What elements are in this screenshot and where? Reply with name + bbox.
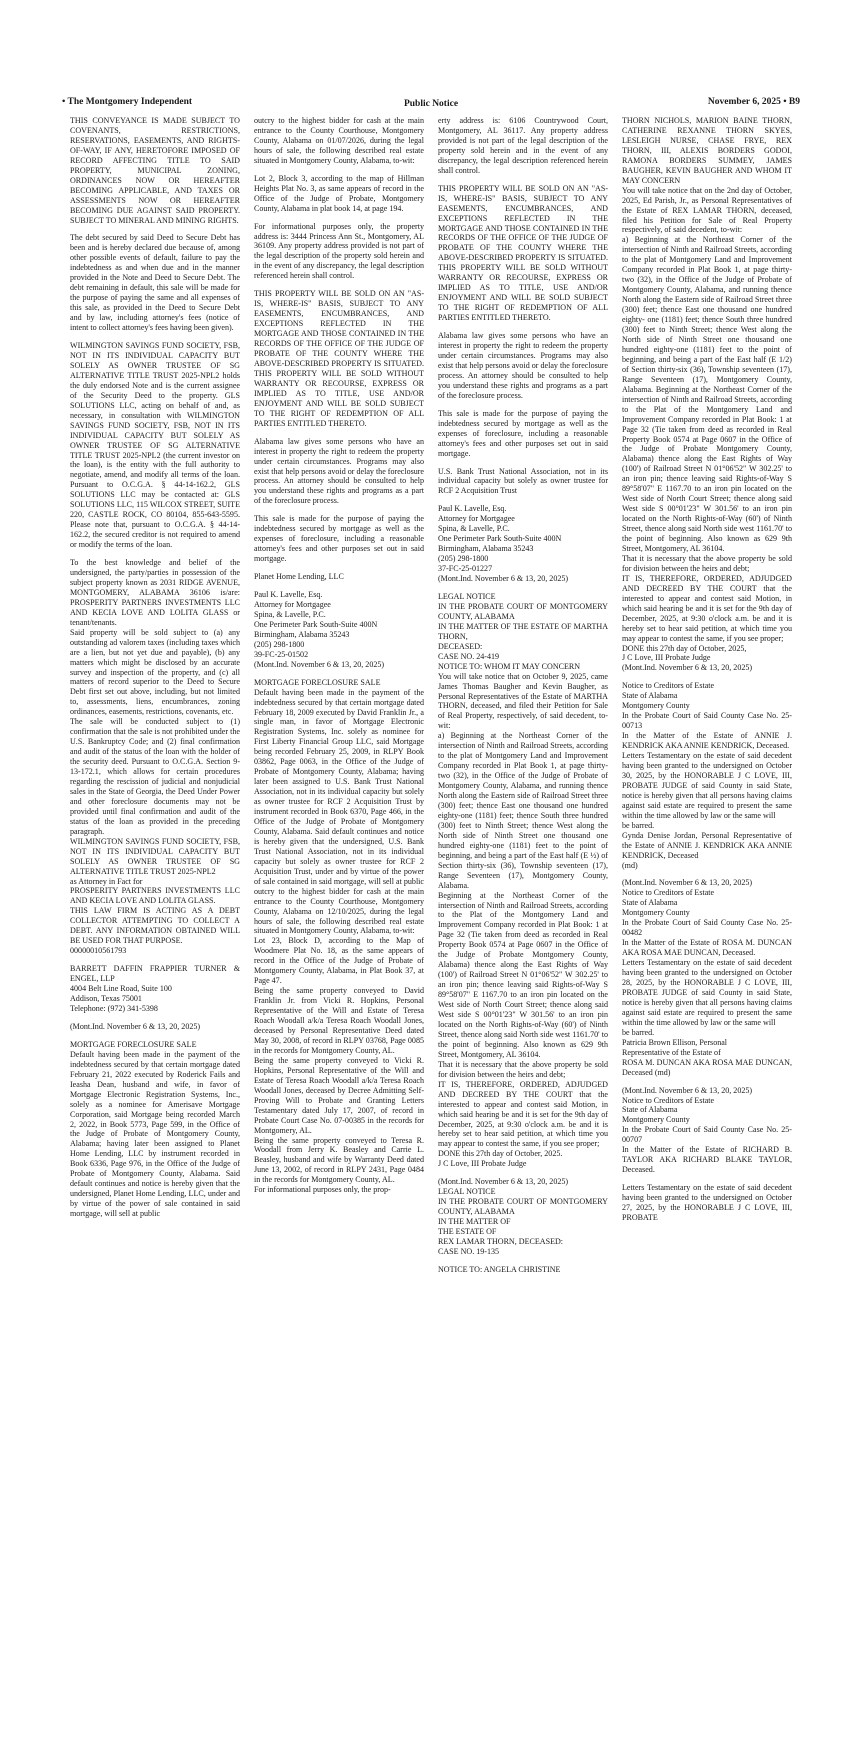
- notice-paragraph: In the Probate Court of Said County Case No. 25-00713: [622, 711, 792, 731]
- notice-paragraph: J C Love, III Probate Judge: [438, 1159, 527, 1169]
- notice-paragraph: a) Beginning at the Northeast Corner of the intersection of Ninth and Railroad Streets, according to the plat of Montgomery Land and Improvement Company recorded in Plat Book 1, at page thirty-two (32), in the Office of the Judge of Probate of Montgomery County, Alabama, and running thence North along the Eastern side of Railroad Street three (300) feet; thence East one thousand one hundred eighty-one (1181) feet; thence South three hundred (300) feet to Ninth Street; thence West along the North side of Ninth Street one thousand one hundred eighty-one (1181) feet to the point of beginning, and being a part of the East half (E ½) of Section thirty-six (36), Township seventeen (17), Range Seventeen (17), Montgomery County, Alabama.: [438, 731, 608, 890]
- notice-paragraph: THIS PROPERTY WILL BE SOLD ON AN "AS-IS, WHERE-IS" BASIS, SUBJECT TO ANY EASEMENTS, ENCUMBRANCES, AND EXCEPTIONS REFLECTED IN THE MORTGAGE AND THOSE CONTAINED IN THE RECORDS OF THE OFFICE OF THE JUDGE OF PROBATE OF THE COUNTY WHERE THE ABOVE-DESCRIBED PROPERTY IS SITUATED. THIS PROPERTY WILL BE SOLD WITHOUT WARRANTY OR RECOURSE, EXPRESS OR IMPLIED AS TO TITLE, USE AND/OR ENJOYMENT AND WILL BE SOLD SUBJECT TO THE RIGHT OF REDEMPTION OF ALL PARTIES ENTITLED THERETO.: [254, 289, 424, 428]
- notice-paragraph: For informational purposes only, the prop-: [254, 1185, 391, 1195]
- notice-paragraph: One Perimeter Park South-Suite 400N: [254, 619, 378, 629]
- notice-paragraph: IT IS, THEREFORE, ORDERED, ADJUDGED AND DECREED BY THE COURT that the interested to appear and contest said Motion, in which said hearing be and it is set for the 9th day of December, 2025, at 9:30 o'clock a.m. be and it is hereby set to hear said petition, at which time you may appear to contest the same, if you see proper;: [438, 1079, 608, 1149]
- notice-paragraph: 4004 Belt Line Road, Suite 100: [70, 984, 172, 994]
- notice-paragraph: Lot 2, Block 3, according to the map of Hillman Heights Plat No. 3, as same appears of record in the Office of the Judge of Probate, Montgomery County, Alabama in plat book 14, at page 194.: [254, 173, 424, 213]
- notice-paragraph: Being the same property conveyed to Teresa R. Woodall from Jerry K. Beasley and Carrie L. Beasley, husband and wife by Warranty Deed dated June 13, 2002, of record in RLPY 2431, Page 0484 in the records for Montgomery County, AL.: [254, 1135, 424, 1185]
- notice-paragraph: IT IS, THEREFORE, ORDERED, ADJUDGED AND DECREED BY THE COURT that the interested to appear and contest said Motion, in which said hearing be and it is set for the 9th day of December, 2025, at 9:30 o'clock a.m. be and it is hereby set to hear said petition, at which time you may appear to contest the same, if you see proper;: [622, 573, 792, 643]
- notice-paragraph: Planet Home Lending, LLC: [254, 572, 344, 582]
- notice-paragraph: THE ESTATE OF: [438, 1227, 497, 1237]
- notice-paragraph: REX LAMAR THORN, DECEASED:: [438, 1236, 564, 1246]
- notice-paragraph: 39-FC-25-01502: [254, 649, 309, 659]
- notice-paragraph: MORTGAGE FORECLOSURE SALE: [70, 1039, 197, 1049]
- notice-paragraph: State of Alabama: [622, 1105, 678, 1115]
- notice-paragraph: That it is necessary that the above property be sold for division between the heirs and debt;: [622, 553, 792, 573]
- column-1: [70, 116, 240, 1736]
- notice-paragraph: In the Probate Court of Said County Case No. 25-00482: [622, 918, 792, 938]
- notice-paragraph: DECEASED:: [438, 641, 483, 651]
- notice-paragraph: (Mont.Ind. November 6 & 13, 20, 2025): [254, 659, 385, 669]
- notice-paragraph: CASE NO. 24-419: [438, 651, 500, 661]
- notice-paragraph: (205) 298-1800: [254, 639, 305, 649]
- notice-paragraph: Attorney for Mortgagee: [438, 514, 515, 524]
- notice-paragraph: Said property will be sold subject to (a) any outstanding ad valorem taxes (including taxes which are a lien, but not yet due and payable), (b) any matters which might be disclosed by an accurate survey and inspection of the property, and (c) all matters of record superior to the Deed to Secure Debt first set out above, including, but not limited to, assessments, liens, encumbrances, zoning ordinances, easements, restrictions, covenants, etc.: [70, 627, 240, 717]
- notice-paragraph: Attorney for Mortgagee: [254, 599, 331, 609]
- notice-paragraph: WILMINGTON SAVINGS FUND SOCIETY, FSB, NOT IN ITS INDIVIDUAL CAPACITY BUT SOLELY AS OWNER TRUSTEE OF SG ALTERNATIVE TITLE TRUST 2025-NPL2 holds the duly endorsed Note and is the current assignee of the Security Deed to the property. GLS SOLUTIONS LLC, acting on behalf of and, as necessary, in consultation with WILMINGTON SAVINGS FUND SOCIETY, FSB, NOT IN ITS INDIVIDUAL CAPACITY BUT SOLELY AS OWNER TRUSTEE OF SG ALTERNATIVE TITLE TRUST 2025-NPL2 (the current investor on the loan), is the entity with the full authority to negotiate, amend, and modify all terms of the loan. Pursuant to O.C.G.A. § 44-14-162.2, GLS SOLUTIONS LLC may be contacted at: GLS SOLUTIONS LLC, 115 WILCOX STREET, SUITE 220, CASTLE ROCK, CO 80104, 855-643-5595. Please note that, pursuant to O.C.G.A. § 44-14-162.2, the secured creditor is not required to amend or modify the terms of the loan.: [70, 341, 240, 550]
- notice-paragraph: IN THE MATTER OF: [438, 1217, 511, 1227]
- notice-paragraph: Patricia Brown Ellison, Personal: [622, 1037, 728, 1047]
- notice-paragraph: You will take notice that on October 9, 2025, came James Thomas Baugher and Kevin Baugher, as Personal Representatives of the Estate of MARTHA THORN, deceased, and filed their Petition for Sale of Real Property, respectively, of said decedent, to-wit:: [438, 671, 608, 731]
- notice-paragraph: Lot 23, Block D, according to the Map of Woodmere Plat No. 18, as the same appears of record in the Office of the Judge of Probate of Montgomery County, Alabama, in Plat Book 37, at Page 47.: [254, 936, 424, 986]
- notice-paragraph: Default having been made in the payment of the indebtedness secured by that certain mortgage dated February 18, 2009 executed by David Franklin Jr., a single man, in favor of Mortgage Electronic Registration Systems, Inc. solely as nominee for First Liberty Financial Group LLC, said Mortgage being recorded February 25, 2009, in RLPY Book 03862, Page 0063, in the Office of the Judge of Probate of Montgomery County, Alabama; having later been assigned to U.S. Bank Trust National Association, not in its individual capacity but solely as owner trustee for RCF 2 Acquisition Trust by instrument recorded in Book 6370, Page 466, in the Office of the Judge of Probate of Montgomery County, Alabama. Said default continues and notice is hereby given that the undersigned, U.S. Bank Trust National Association, not in its individual capacity but solely as owner trustee for RCF 2 Acquisition Trust, under and by virtue of the power of sale contained in said mortgage, will sell at public outcry to the highest bidder for cash at the main entrance to the County Courthouse, Montgomery County, Alabama on 12/10/2025, during the legal hours of sale, the following described real estate situated in Montgomery County, Alabama, to-wit:: [254, 687, 424, 936]
- notice-paragraph: be barred.: [622, 1027, 655, 1037]
- notice-paragraph: (Mont.Ind. November 6 & 13, 20, 2025): [622, 663, 753, 673]
- notice-paragraph: Notice to Creditors of Estate: [622, 888, 715, 898]
- notice-paragraph: You will take notice that on the 2nd day of October, 2025, Ed Parish, Jr., as Personal Representatives of the Estate of REX LAMAR THORN, deceased, filed his Petition for Sale of Real Property respectively, of said decedent, to-wit:: [622, 185, 792, 235]
- notice-paragraph: 00000010561793: [70, 946, 127, 956]
- notice-paragraph: ROSA M. DUNCAN AKA ROSA MAE DUNCAN, Deceased (md): [622, 1057, 792, 1077]
- notice-paragraph: (Mont.Ind. November 6 & 13, 20, 2025): [438, 1177, 569, 1187]
- notice-columns: [70, 116, 792, 1736]
- notice-paragraph: Notice to Creditors of Estate: [622, 681, 715, 691]
- column-2: [254, 116, 424, 1736]
- notice-paragraph: State of Alabama: [622, 691, 678, 701]
- notice-paragraph: This sale is made for the purpose of paying the indebtedness secured by mortgage as well as the expenses of foreclosure, including a reasonable attorney's fees and other purposes set out in said mortgage.: [254, 514, 424, 564]
- notice-paragraph: For informational purposes only, the property address is: 3444 Princess Ann St., Montgomery, AL 36109. Any property address provided is not part of the legal description of the property sold herein and in the event of any discrepancy, the legal description referenced herein shall control.: [254, 221, 424, 281]
- notice-paragraph: In the Matter of the Estate of ROSA M. DUNCAN AKA ROSA MAE DUNCAN, Deceased.: [622, 938, 792, 958]
- notice-paragraph: Birmingham, Alabama 35243: [438, 544, 534, 554]
- notice-paragraph: PROSPERITY PARTNERS INVESTMENTS LLC AND KECIA LOVE AND LOLITA GLASS.: [70, 886, 240, 906]
- notice-paragraph: IN THE PROBATE COURT OF MONTGOMERY COUNTY, ALABAMA: [438, 601, 608, 621]
- notice-paragraph: CASE NO. 19-135: [438, 1246, 500, 1256]
- notice-paragraph: (md): [622, 860, 638, 870]
- column-4: [622, 116, 792, 1736]
- notice-paragraph: Being the same property conveyed to David Franklin Jr. from Vicki R. Hopkins, Personal Representative of the Will and Estate of Teresa Roach Woodall a/k/a Teresa Roach Woodall Jones, deceased by Personal Representative Deed dated May 30, 2008, of record in RLPY 03768, Page 0085 in the records for Montgomery County, AL.: [254, 986, 424, 1055]
- notice-paragraph: U.S. Bank Trust National Association, not in its individual capacity but solely as owner trustee for RCF 2 Acquisition Trust: [438, 466, 608, 496]
- notice-paragraph: Montgomery County: [622, 701, 690, 711]
- section-title: Public Notice: [403, 99, 459, 109]
- notice-paragraph: LEGAL NOTICE: [438, 591, 496, 601]
- notice-paragraph: NOTICE TO: WHOM IT MAY CONCERN: [438, 661, 581, 671]
- notice-paragraph: LEGAL NOTICE: [438, 1187, 496, 1197]
- notice-paragraph: THORN NICHOLS, MARION BAINE THORN, CATHERINE REXANNE THORN SKYES, LESLEIGH NURSE, CHASE FRYE, REX THORN, III, ALEXIS BORDERS GODOI, RAMONA BORDERS SUMMEY, JAMES BAUGHER, KEVIN BAUGHER AND WHOM IT MAY CONCERN: [622, 116, 792, 185]
- notice-paragraph: In the Matter of the Estate of ANNIE J. KENDRICK AKA ANNIE KENDRICK, Deceased.: [622, 731, 792, 751]
- notice-paragraph: In the Probate Court of Said County Case No. 25-00707: [622, 1125, 792, 1145]
- notice-paragraph: as Attorney in Fact for: [70, 876, 143, 886]
- notice-paragraph: (Mont.Ind. November 6 & 13, 20, 2025): [622, 878, 753, 888]
- column-3: [438, 116, 608, 1736]
- notice-paragraph: The sale will be conducted subject to (1) confirmation that the sale is not prohibited under the U.S. Bankruptcy Code; and (2) final confirmation and audit of the status of the loan with the holder of the security deed. Pursuant to O.C.G.A. Section 9-13-172.1, which allows for certain procedures regarding the rescission of judicial and nonjudicial sales in the State of Georgia, the Deed Under Power and other foreclosure documents may not be provided until final confirmation and audit of the status of the loan as provided in the preceding paragraph.: [70, 717, 240, 836]
- notice-paragraph: THIS LAW FIRM IS ACTING AS A DEBT COLLECTOR ATTEMPTING TO COLLECT A DEBT. ANY INFORMATION OBTAINED WILL BE USED FOR THAT PURPOSE.: [70, 906, 240, 946]
- notice-paragraph: Gynda Denise Jordan, Personal Representative of the Estate of ANNIE J. KENDRICK AKA ANNIE KENDRICK, Deceased: [622, 830, 792, 860]
- notice-paragraph: IN THE MATTER OF THE ESTATE OF MARTHA THORN,: [438, 621, 608, 641]
- notice-paragraph: Paul K. Lavelle, Esq.: [254, 590, 323, 600]
- notice-paragraph: Being the same property conveyed to Vicki R. Hopkins, Personal Representative of the Will and Estate of Teresa Roach Woodall a/k/a Teresa Roach Woodall Jones, deceased by Decree Admitting Self-Proving Will to Probate and Granting Letters Testamentary dated July 17, 2007, of record in Probate Court Case No. 07-00385 in the records for Montgomery, AL.: [254, 1055, 424, 1135]
- notice-paragraph: Montgomery County: [622, 908, 690, 918]
- notice-paragraph: WILMINGTON SAVINGS FUND SOCIETY, FSB, NOT IN ITS INDIVIDUAL CAPACITY BUT SOLELY AS OWNER TRUSTEE OF SG ALTERNATIVE TITLE TRUST 2025-NPL2: [70, 836, 240, 876]
- notice-paragraph: Spina, & Lavelle, P.C.: [254, 609, 326, 619]
- notice-paragraph: Default having been made in the payment of the indebtedness secured by that certain mortgage dated February 21, 2022 executed by Roderick Fails and Ieasha Dean, husband and wife, in favor of Mortgage Electronic Registration Systems, Inc., solely as a nominee for Amerisave Mortgage Corporation, said Mortgage being recorded March 2, 2022, in Book 5773, Page 599, in the Office of the Judge of Probate of Montgomery County, Alabama; having later been assigned to Planet Home Lending, LLC by instrument recorded in Book 6336, Page 976, in the Office of the Judge of Probate of Montgomery County, Alabama. Said default continues and notice is hereby given that the undersigned, Planet Home Lending, LLC, under and by virtue of the power of sale contained in said mortgage, will sell at public: [70, 1049, 240, 1219]
- notice-paragraph: erty address is: 6106 Countrywood Court, Montgomery, AL 36117. Any property address provided is not part of the legal description of the property sold herein and in the event of any discrepancy, the legal description referenced herein shall control.: [438, 116, 608, 175]
- page-date-number: November 6, 2025 • B9: [707, 97, 800, 107]
- notice-paragraph: (Mont.Ind. November 6 & 13, 20, 2025): [622, 1085, 753, 1095]
- notice-paragraph: State of Alabama: [622, 898, 678, 908]
- notice-paragraph: Spina, & Lavelle, P.C.: [438, 524, 510, 534]
- notice-paragraph: Letters Testamentary on the estate of said decedent having been granted to the undersigned on October 27, 2025, by the HONORABLE J C LOVE, III, PROBATE: [622, 1183, 792, 1222]
- notice-paragraph: One Perimeter Park South-Suite 400N: [438, 534, 562, 544]
- publication-name: • The Montgomery Independent: [62, 97, 193, 107]
- notice-paragraph: Alabama law gives some persons who have an interest in property the right to redeem the property under certain circumstances. Programs may also exist that help persons avoid or delay the foreclosure process. An attorney should be consulted to help you understand these rights and programs as a part of the foreclosure process.: [254, 436, 424, 506]
- notice-paragraph: MORTGAGE FORECLOSURE SALE: [254, 677, 381, 687]
- notice-paragraph: DONE this 27th day of October, 2025,: [622, 643, 747, 653]
- notice-paragraph: BARRETT DAFFIN FRAPPIER TURNER & ENGEL, LLP: [70, 964, 240, 984]
- notice-paragraph: In the Matter of the Estate of RICHARD B. TAYLOR AKA RICHARD BLAKE TAYLOR, Deceased.: [622, 1145, 792, 1175]
- notice-paragraph: Addison, Texas 75001: [70, 994, 142, 1004]
- notice-paragraph: THIS CONVEYANCE IS MADE SUBJECT TO COVENANTS, RESTRICTIONS, RESERVATIONS, EASEMENTS, AND RIGHTS-OF-WAY, IF ANY, HERETOFORE IMPOSED OF RECORD AFFECTING TITLE TO SAID PROPERTY, MUNICIPAL ZONING, ORDINANCES NOW OR HEREAFTER BECOMING APPLICABLE, AND TAXES OR ASSESSMENTS NOW OR HEREAFTER BECOMING DUE AGAINST SAID PROPERTY. SUBJECT TO MINERAL AND MINING RIGHTS.: [70, 116, 240, 225]
- notice-paragraph: Birmingham, Alabama 35243: [254, 629, 350, 639]
- notice-paragraph: DONE this 27th day of October, 2025.: [438, 1149, 563, 1159]
- notice-paragraph: J C Love, III Probate Judge: [622, 653, 711, 663]
- notice-paragraph: Representative of the Estate of: [622, 1047, 721, 1057]
- notice-paragraph: THIS PROPERTY WILL BE SOLD ON AN "AS-IS, WHERE-IS" BASIS, SUBJECT TO ANY EASEMENTS, ENCUMBRANCES, AND EXCEPTIONS REFLECTED IN THE MORTGAGE AND THOSE CONTAINED IN THE RECORDS OF THE OFFICE OF THE JUDGE OF PROBATE OF THE COUNTY WHERE THE ABOVE-DESCRIBED PROPERTY IS SITUATED. THIS PROPERTY WILL BE SOLD WITHOUT WARRANTY OR RECOURSE, EXPRESS OR IMPLIED AS TO TITLE, USE AND/OR ENJOYMENT AND WILL BE SOLD SUBJECT TO THE RIGHT OF REDEMPTION OF ALL PARTIES ENTITLED THERETO.: [438, 183, 608, 323]
- notice-paragraph: Telephone: (972) 341-5398: [70, 1003, 158, 1013]
- notice-paragraph: Montgomery County: [622, 1115, 690, 1125]
- notice-paragraph: (205) 298-1800: [438, 554, 489, 564]
- notice-paragraph: NOTICE TO: ANGELA CHRISTINE: [438, 1264, 561, 1274]
- notice-paragraph: To the best knowledge and belief of the undersigned, the party/parties in possession of the subject property known as 2031 RIDGE AVENUE, MONTGOMERY, ALABAMA 36106 is/are: PROSPERITY PARTNERS INVESTMENTS LLC AND KECIA LOVE AND LOLITA GLASS or tenant/tenants.: [70, 558, 240, 627]
- notice-paragraph: (Mont.Ind. November 6 & 13, 20, 2025): [438, 574, 569, 584]
- notice-paragraph: IN THE PROBATE COURT OF MONTGOMERY COUNTY, ALABAMA: [438, 1197, 608, 1217]
- page-header: [62, 97, 800, 111]
- notice-paragraph: Alabama law gives some persons who have an interest in property the right to redeem the property under certain circumstances. Programs may also exist that help persons avoid or delay the foreclosure process. An attorney should be consulted to help you understand these rights and programs as a part of the foreclosure process.: [438, 331, 608, 400]
- notice-paragraph: Letters Testamentary on the estate of said decedent having been granted to the undersigned on October 28, 2025, by the HONORABLE J C LOVE, III, PROBATE JUDGE of said County in said State, notice is hereby given that all persons having claims against said estate are required to present the same within the time allowed by law or the same will: [622, 958, 792, 1027]
- notice-paragraph: a) Beginning at the Northeast Corner of the intersection of Ninth and Railroad Streets, according to the plat of Montgomery Land and Improvement Company recorded in Plat Book 1, at page thirty-two (32), in the Office of the Judge of Probate of Montgomery County, Alabama, and running thence North along the Eastern side of Railroad Street three (300) feet; thence East one thousand one hundred eighty- one (1181) feet; thence South three hundred (300) feet to Ninth Street; thence West along the North side of Ninth Street one thousand one hundred eighty-one (1181) feet to the point of beginning, and being a part of the East half (E 1/2) of Section thirty-six (36), Township seventeen (17), Range Seventeen (17), Montgomery County, Alabama. Beginning at the Northeast Corner of the intersection of Ninth and Railroad Streets, according to the Plat of the Montgomery Land and Improvement Company recorded in Plat Book: 1 at Page 32 (Tie taken from deed as recorded in Real Property Book 0574 at Page 0607 in the Office of the Judge of Probate Montgomery County, Alabama) thence along the East Rights of Way (100') of Railroad Street N 01°06'52" W 302.25' to an iron pin; thence leaving said Rights-of-Way S 89°58'07" E 1167.70 to an iron pin located on the West side of North Court Street; thence along said West side S 00°01'23" W 301.56' to an iron pin located on the North Rights-of-Way (60') of Ninth Street, thence along said North side west 1161.70' to the point of beginning. Also known as 629 9th Street, Montgomery, AL 36104.: [622, 235, 792, 553]
- notice-paragraph: Notice to Creditors of Estate: [622, 1095, 715, 1105]
- notice-paragraph: That it is necessary that the above property be sold for division between the heirs and debt;: [438, 1059, 608, 1079]
- notice-paragraph: 37-FC-25-01227: [438, 564, 493, 574]
- notice-paragraph: The debt secured by said Deed to Secure Debt has been and is hereby declared due because of, among other possible events of default, failure to pay the indebtedness as and when due and in the manner provided in the Note and Deed to Secure Debt. The debt remaining in default, this sale will be made for the purpose of paying the same and all expenses of this sale, as provided in the Deed to Secure Debt and by law, including attorney's fees (notice of intent to collect attorney's fees having been given).: [70, 233, 240, 333]
- notice-paragraph: Letters Testamentary on the estate of said decedent having been granted to the undersigned on October 30, 2025, by the HONORABLE J C LOVE, III, PROBATE JUDGE of said County in said State, notice is hereby given that all persons having claims against said estate are required to present the same within the time allowed by law or the same will: [622, 751, 792, 820]
- notice-paragraph: This sale is made for the purpose of paying the indebtedness secured by mortgage as well as the expenses of foreclosure, including a reasonable attorney's fees and other purposes set out in said mortgage.: [438, 408, 608, 458]
- notice-paragraph: outcry to the highest bidder for cash at the main entrance to the County Courthouse, Montgomery County, Alabama on 01/07/2026, during the legal hours of sale, the following described real estate situated in Montgomery County, Alabama, to-wit:: [254, 116, 424, 165]
- notice-paragraph: Paul K. Lavelle, Esq.: [438, 504, 507, 514]
- notice-paragraph: be barred.: [622, 820, 655, 830]
- notice-paragraph: Beginning at the Northeast Corner of the intersection of Ninth and Railroad Streets, according to the Plat of the Montgomery Land and Improvement Company recorded in Plat Book: 1 at Page 32 (Tie taken from deed as recorded in Real Property Book 0574 at Page 0607 in the Office of the Judge of Probate Montgomery County, Alabama) thence along the East Rights of Way (100') of Railroad Street N 01°06'52" W 302.25' to an iron pin; thence leaving said Rights-of-Way S 89°58'07" E 1167.70 to an iron pin located on the West side of North Court Street; thence along said West side S 00°01'23" W 301.56' to an iron pin located on the North Rights-of-Way (60') of Ninth Street, thence along said North side west 1161.70' to the point of beginning. Also known as 629 9th Street, Montgomery, AL 36104.: [438, 890, 608, 1059]
- notice-paragraph: (Mont.Ind. November 6 & 13, 20, 2025): [70, 1021, 201, 1031]
